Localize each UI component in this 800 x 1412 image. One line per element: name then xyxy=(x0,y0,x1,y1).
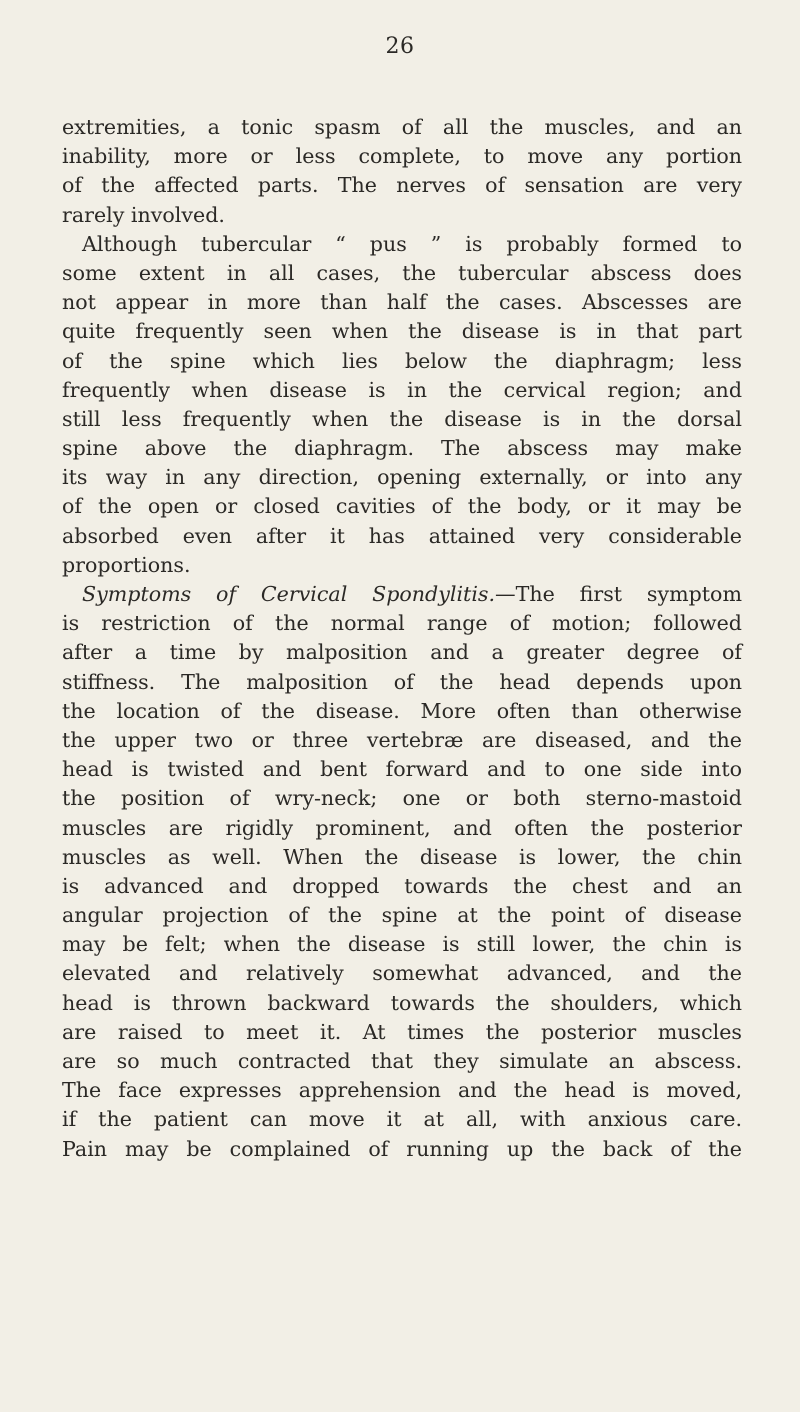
text-line: of the open or closed cavities of the body, or it may be xyxy=(62,494,742,519)
text-line: muscles are rigidly prominent, and often the posterior xyxy=(62,815,742,840)
text-line: is restriction of the normal range of motion; followed xyxy=(62,611,742,636)
text-line: is advanced and dropped towards the chest and an xyxy=(62,873,742,898)
text-line: may be felt; when the disease is still lower, the chin is xyxy=(62,932,742,957)
section-first-line-text: —The first symptom xyxy=(495,582,742,606)
text-line: if the patient can move it at all, with anxious care. xyxy=(62,1107,742,1132)
text-line: are raised to meet it. At times the posterior muscles xyxy=(62,1019,742,1044)
text-line: some extent in all cases, the tubercular abscess does xyxy=(62,260,742,285)
text-line: rarely involved. xyxy=(62,202,225,227)
page-number: 26 xyxy=(385,34,415,59)
text-line: the position of wry-neck; one or both sterno-mastoid xyxy=(62,786,742,811)
text-line: frequently when disease is in the cervical region; and xyxy=(62,377,742,402)
text-line: spine above the diaphragm. The abscess may make xyxy=(62,436,742,461)
text-line: of the affected parts. The nerves of sensation are very xyxy=(62,173,742,198)
section-heading: Symptoms of Cervical Spondylitis. xyxy=(82,582,496,606)
text-line: Although tubercular “ pus ” is probably formed to xyxy=(82,231,742,256)
text-line: head is thrown backward towards the shoulders, which xyxy=(62,990,742,1015)
text-line: muscles as well. When the disease is lower, the chin xyxy=(62,844,742,869)
text-line: the upper two or three vertebræ are diseased, and the xyxy=(62,727,742,752)
text-line: are so much contracted that they simulate an abscess. xyxy=(62,1049,742,1073)
text-line: stiffness. The malposition of the head depends upon xyxy=(62,669,742,694)
text-line: inability, more or less complete, to move any portion xyxy=(62,144,742,169)
text-line: after a time by malposition and a greater degree of xyxy=(62,640,742,665)
text-line: of the spine which lies below the diaphragm; less xyxy=(62,348,742,373)
text-line: absorbed even after it has attained very considerable xyxy=(62,523,742,548)
text-line: the location of the disease. More often than otherwise xyxy=(62,698,742,723)
text-line: its way in any direction, opening externally, or into any xyxy=(62,465,742,490)
text-line: proportions. xyxy=(62,552,191,577)
text-line: elevated and relatively somewhat advanced, and the xyxy=(62,961,742,986)
text-line: Pain may be complained of running up the back of the xyxy=(62,1136,742,1161)
text-line: angular projection of the spine at the point of disease xyxy=(62,903,742,928)
text-line: The face expresses apprehension and the head is moved, xyxy=(62,1078,742,1103)
text-line: still less frequently when the disease is in the dorsal xyxy=(62,406,742,431)
section-first-line xyxy=(62,580,742,609)
body-text xyxy=(62,113,742,1164)
text-line: not appear in more than half the cases. Abscesses are xyxy=(62,290,742,315)
text-line: head is twisted and bent forward and to one side into xyxy=(62,757,742,782)
text-line: extremities, a tonic spasm of all the muscles, and an xyxy=(62,115,742,139)
text-line: quite frequently seen when the disease is in that part xyxy=(62,319,742,344)
